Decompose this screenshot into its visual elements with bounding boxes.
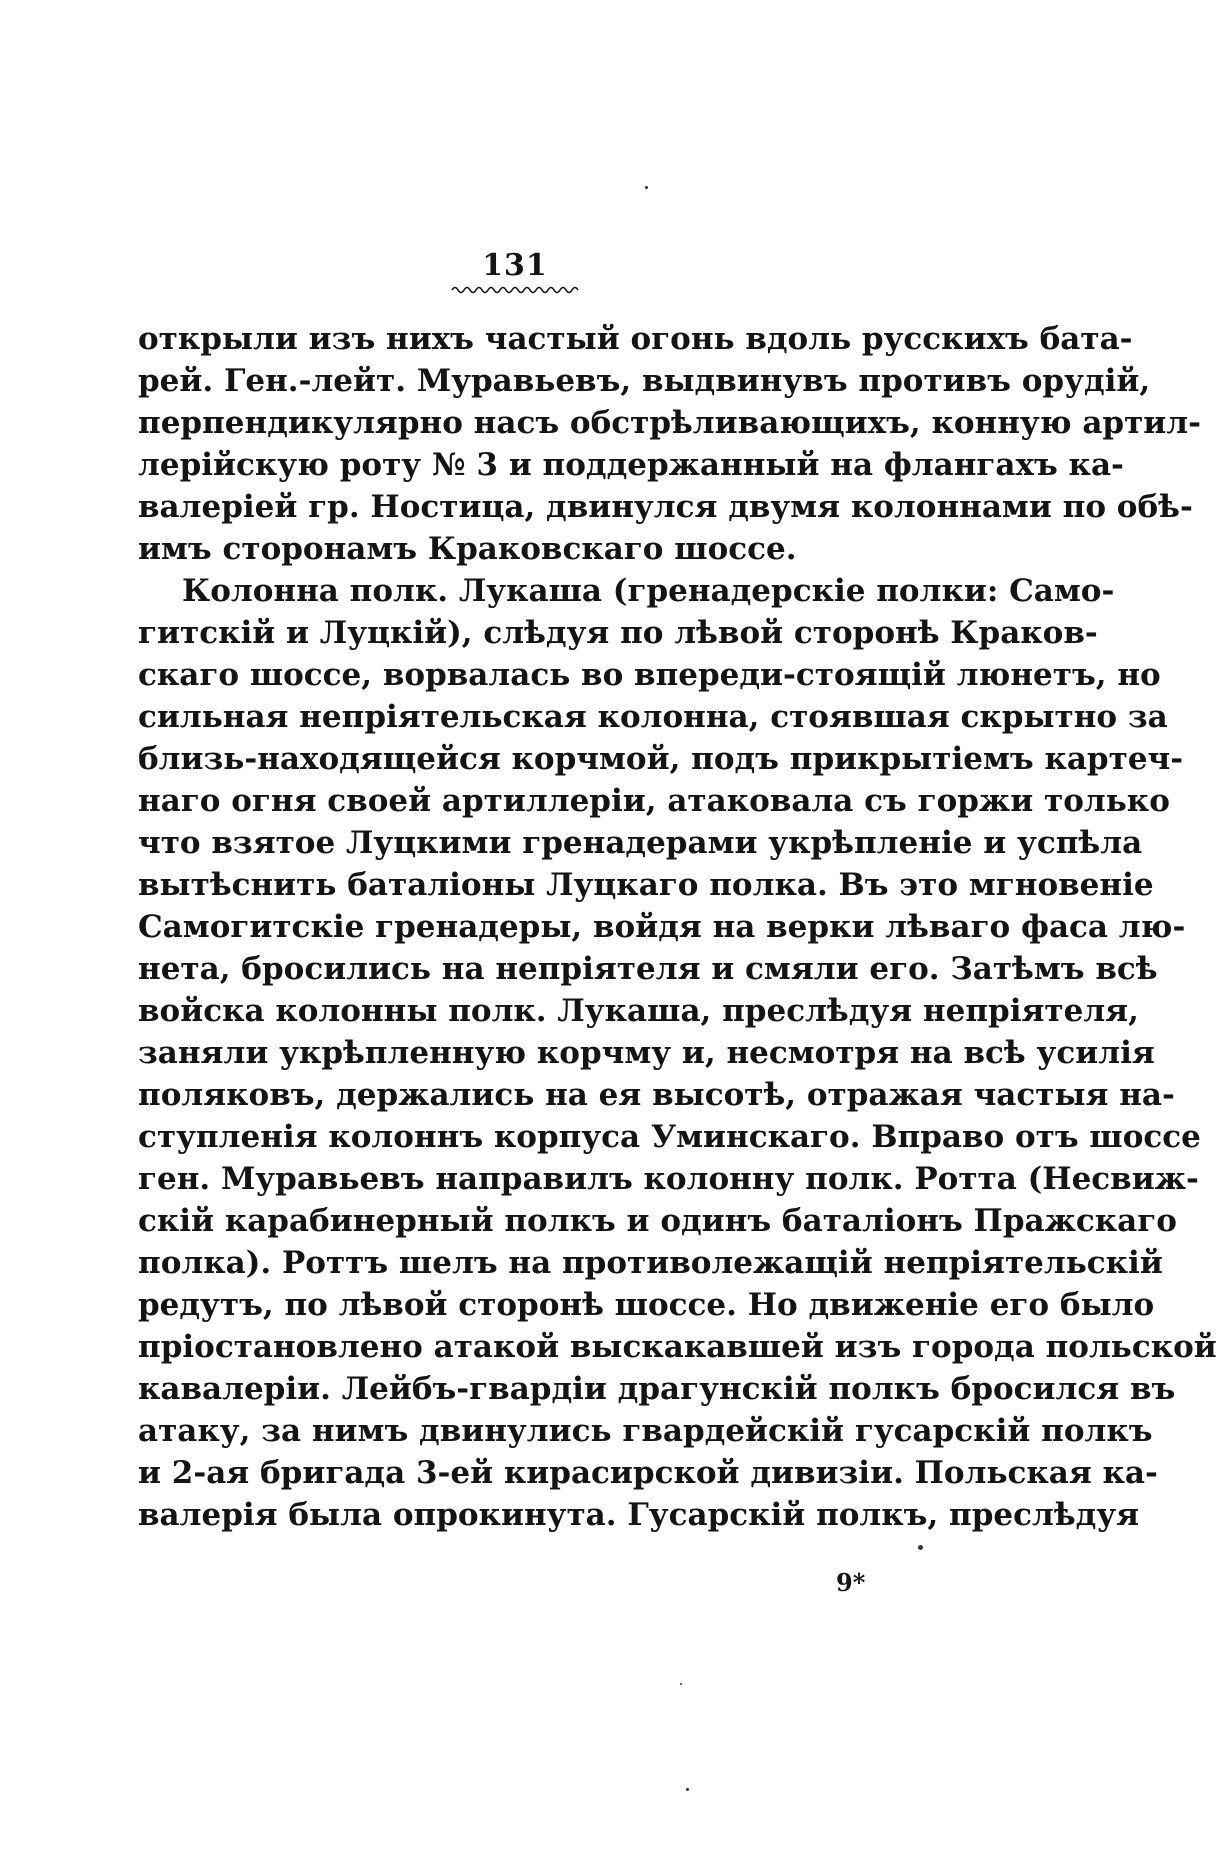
text-line: сильная непріятельская колонна, стоявшая скрытно за bbox=[138, 699, 1168, 735]
body-text bbox=[138, 318, 1217, 1536]
text-line: рей. Ген.-лейт. Муравьевъ, выдвинувъ противъ орудій, bbox=[138, 363, 1151, 399]
text-line: редутъ, по лѣвой сторонѣ шоссе. Но движеніе его было bbox=[138, 1287, 1155, 1323]
text-line: кавалеріи. Лейбъ-гвардіи драгунскій полкъ бросился въ bbox=[138, 1371, 1176, 1407]
paper-speck bbox=[680, 1683, 682, 1685]
page-number: 131 bbox=[482, 248, 548, 283]
text-line: ступленія колоннъ корпуса Уминскаго. Вправо отъ шоссе bbox=[138, 1119, 1201, 1155]
paper-speck bbox=[918, 1545, 923, 1550]
text-line: скій карабинерный полкъ и одинъ баталіонъ Пражскаго bbox=[138, 1203, 1177, 1239]
text-line: валеріей гр. Ностица, двинулся двумя колоннами по обѣ- bbox=[138, 489, 1193, 525]
text-line: что взятое Луцкими гренадерами укрѣпленіе и успѣла bbox=[138, 825, 1143, 861]
text-line: ген. Муравьевъ направилъ колонну полк. Ротта (Несвиж- bbox=[138, 1161, 1199, 1197]
text-line: имъ сторонамъ Краковскаго шоссе. bbox=[138, 531, 797, 567]
wavy-rule-ornament bbox=[452, 284, 578, 294]
text-line: пріостановлено атакой выскакавшей изъ города польской bbox=[138, 1329, 1217, 1365]
paper-speck bbox=[645, 186, 648, 189]
text-line: заняли укрѣпленную корчму и, несмотря на всѣ усилія bbox=[138, 1035, 1155, 1071]
text-line: и 2-ая бригада 3-ей кирасирской дивизіи. Польская ка- bbox=[138, 1455, 1158, 1491]
text-line: поляковъ, держались на ея высотѣ, отражая частыя на- bbox=[138, 1077, 1175, 1113]
text-line: Самогитскіе гренадеры, войдя на верки лѣваго фаса лю- bbox=[138, 909, 1186, 945]
text-line: атаку, за нимъ двинулись гвардейскій гусарскій полкъ bbox=[138, 1413, 1153, 1449]
text-line: лерійскую роту № 3 и поддержанный на флангахъ ка- bbox=[138, 447, 1124, 483]
text-line: близь-находящейся корчмой, подъ прикрытіемъ картеч- bbox=[138, 741, 1184, 777]
text-line: открыли изъ нихъ частый огонь вдоль русскихъ бата- bbox=[138, 321, 1133, 357]
signature-mark: 9* bbox=[836, 1568, 866, 1597]
text-line: вытѣснить баталіоны Луцкаго полка. Въ это мгновеніе bbox=[138, 867, 1154, 903]
text-line: валерія была опрокинута. Гусарскій полкъ, преслѣдуя bbox=[138, 1497, 1140, 1533]
paper-speck bbox=[686, 1788, 689, 1791]
text-line: Колонна полк. Лукаша (гренадерскіе полки: Само- bbox=[182, 573, 1115, 609]
text-line: скаго шоссе, ворвалась во впереди-стоящій люнетъ, но bbox=[138, 657, 1161, 693]
text-line: нета, бросились на непріятеля и смяли его. Затѣмъ всѣ bbox=[138, 951, 1158, 987]
text-line: наго огня своей артиллеріи, атаковала съ горжи только bbox=[138, 783, 1170, 819]
text-line: перпендикулярно насъ обстрѣливающихъ, конную артил- bbox=[138, 405, 1202, 441]
text-line: полка). Роттъ шелъ на противолежащій непріятельскій bbox=[138, 1245, 1163, 1281]
text-line: гитскій и Луцкій), слѣдуя по лѣвой сторонѣ Краков- bbox=[138, 615, 1098, 651]
text-line: войска колонны полк. Лукаша, преслѣдуя непріятеля, bbox=[138, 993, 1139, 1029]
